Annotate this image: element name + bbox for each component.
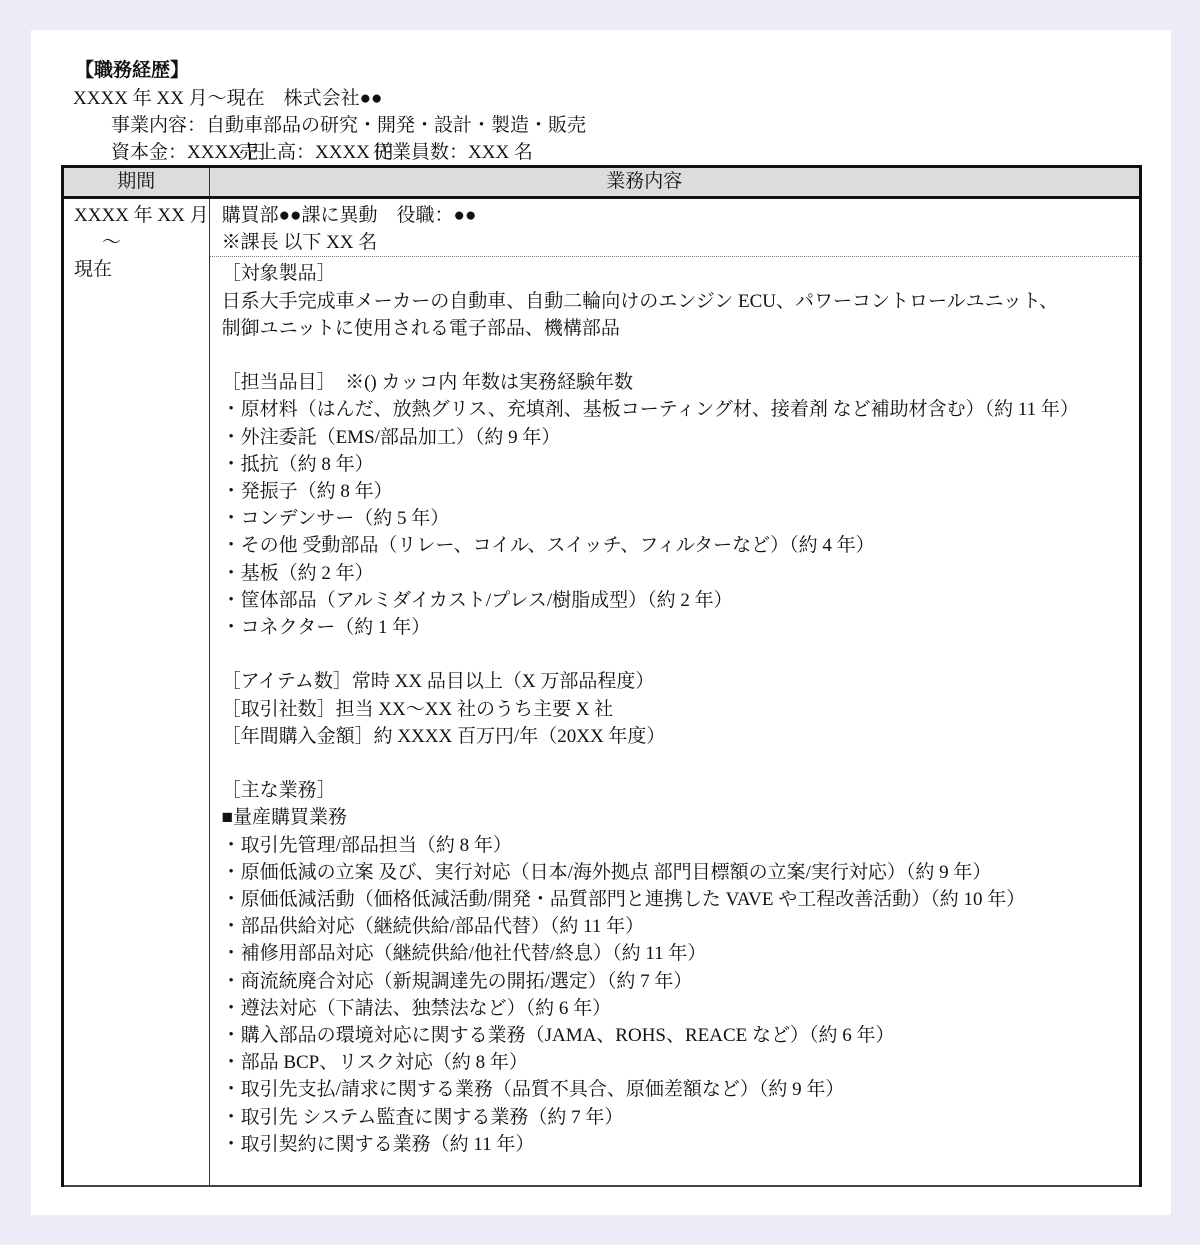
target-products-line: 日系大手完成車メーカーの自動車、自動二輪向けのエンジン ECU、パワーコントロールユニット、 bbox=[221, 290, 1059, 312]
items-label: ［担当品目］ ※() カッコ内 年数は実務経験年数 bbox=[221, 372, 634, 394]
business-content: 事業内容：自動車部品の研究・開発・設計・製造・販売 bbox=[111, 115, 587, 136]
list-item: ・コネクター（約 1 年） bbox=[221, 617, 431, 639]
list-item: ・基板（約 2 年） bbox=[221, 562, 374, 584]
table-row bbox=[63, 198, 1141, 1187]
period-end: 現在 bbox=[74, 259, 113, 281]
period-cell bbox=[63, 198, 210, 1187]
list-item: ・部品 BCP、リスク対応（約 8 年） bbox=[221, 1052, 528, 1074]
list-item: ・原材料（はんだ、放熱グリス、充填剤、基板コーティング材、接着剤 など補助材含む）（約 11 年） bbox=[221, 399, 1079, 421]
list-item: ・原価低減の立案 及び、実行対応（日本/海外拠点 部門目標額の立案/実行対応）（約 9 年） bbox=[221, 861, 992, 883]
list-item: ・抵抗（約 8 年） bbox=[221, 453, 374, 475]
list-item: ・補修用部品対応（継続供給/他社代替/終息）（約 11 年） bbox=[221, 943, 707, 965]
spacer bbox=[222, 342, 1139, 369]
period-tilde: ～ bbox=[102, 232, 122, 254]
list-item: ・コンデンサー（約 5 年） bbox=[221, 508, 450, 530]
company-line: XXXX 年 XX 月～現在 株式会社●● bbox=[73, 88, 383, 109]
list-item: ・原価低減活動（価格低減活動/開発・品質部門と連携した VAVE や工程改善活動）（約 10 年） bbox=[221, 889, 1026, 911]
role-block bbox=[210, 199, 1139, 257]
header-period: 期間 bbox=[63, 167, 210, 198]
main-duties-label: ［主な業務］ bbox=[221, 780, 336, 802]
table-header-row bbox=[63, 167, 1141, 198]
target-products-line: 制御ユニットに使用される電子部品、機構部品 bbox=[221, 317, 620, 339]
sales: 売上高：XXXX 円 bbox=[239, 142, 394, 163]
section-title: 【職務経歴】 bbox=[75, 60, 190, 81]
list-item: ・遵法対応（下請法、独禁法など）（約 6 年） bbox=[221, 997, 612, 1019]
list-item: ・購入部品の環境対応に関する業務（JAMA、ROHS、REACE など）（約 6 年） bbox=[221, 1025, 895, 1047]
role-subordinates: ※課長 以下 XX 名 bbox=[221, 232, 378, 254]
resume-page bbox=[31, 30, 1171, 1215]
career-table bbox=[61, 165, 1142, 1187]
list-item: ・商流統廃合対応（新規調達先の開拓/選定）（約 7 年） bbox=[221, 970, 693, 992]
content-cell bbox=[209, 198, 1140, 1187]
list-item: ・筐体部品（アルミダイカスト/プレス/樹脂成型）（約 2 年） bbox=[221, 589, 733, 611]
list-item: ・その他 受動部品（リレー、コイル、スイッチ、フィルターなど）（約 4 年） bbox=[221, 535, 875, 557]
spacer bbox=[222, 641, 1139, 668]
item-count: ［アイテム数］常時 XX 品目以上（X 万部品程度） bbox=[221, 671, 655, 693]
header-content: 業務内容 bbox=[209, 167, 1140, 198]
list-item: ・発振子（約 8 年） bbox=[221, 481, 393, 503]
list-item: ・取引契約に関する業務（約 11 年） bbox=[221, 1133, 535, 1155]
spacer bbox=[222, 750, 1139, 777]
target-products-label: ［対象製品］ bbox=[221, 263, 336, 285]
main-duties-subheading: ■量産購買業務 bbox=[221, 807, 348, 829]
list-item: ・取引先 システム監査に関する業務（約 7 年） bbox=[221, 1106, 624, 1128]
list-item: ・取引先管理/部品担当（約 8 年） bbox=[221, 834, 512, 856]
company-stats bbox=[111, 139, 533, 166]
capital: 資本金：XXXX 円 bbox=[111, 142, 266, 163]
list-item: ・取引先支払/請求に関する業務（品質不具合、原価差額など）（約 9 年） bbox=[221, 1079, 845, 1101]
role-line: 購買部●●課に異動 役職：●● bbox=[221, 205, 477, 226]
list-item: ・部品供給対応（継続供給/部品代替）（約 11 年） bbox=[221, 916, 645, 938]
duties-block bbox=[210, 257, 1139, 1158]
supplier-count: ［取引社数］担当 XX～XX 社のうち主要 X 社 bbox=[221, 698, 614, 720]
annual-purchase: ［年間購入金額］約 XXXX 百万円/年（20XX 年度） bbox=[221, 725, 666, 747]
list-item: ・外注委託（EMS/部品加工）（約 9 年） bbox=[221, 426, 561, 448]
employees: 従業員数：XXX 名 bbox=[373, 142, 533, 163]
period-start: XXXX 年 XX 月 bbox=[74, 205, 209, 226]
